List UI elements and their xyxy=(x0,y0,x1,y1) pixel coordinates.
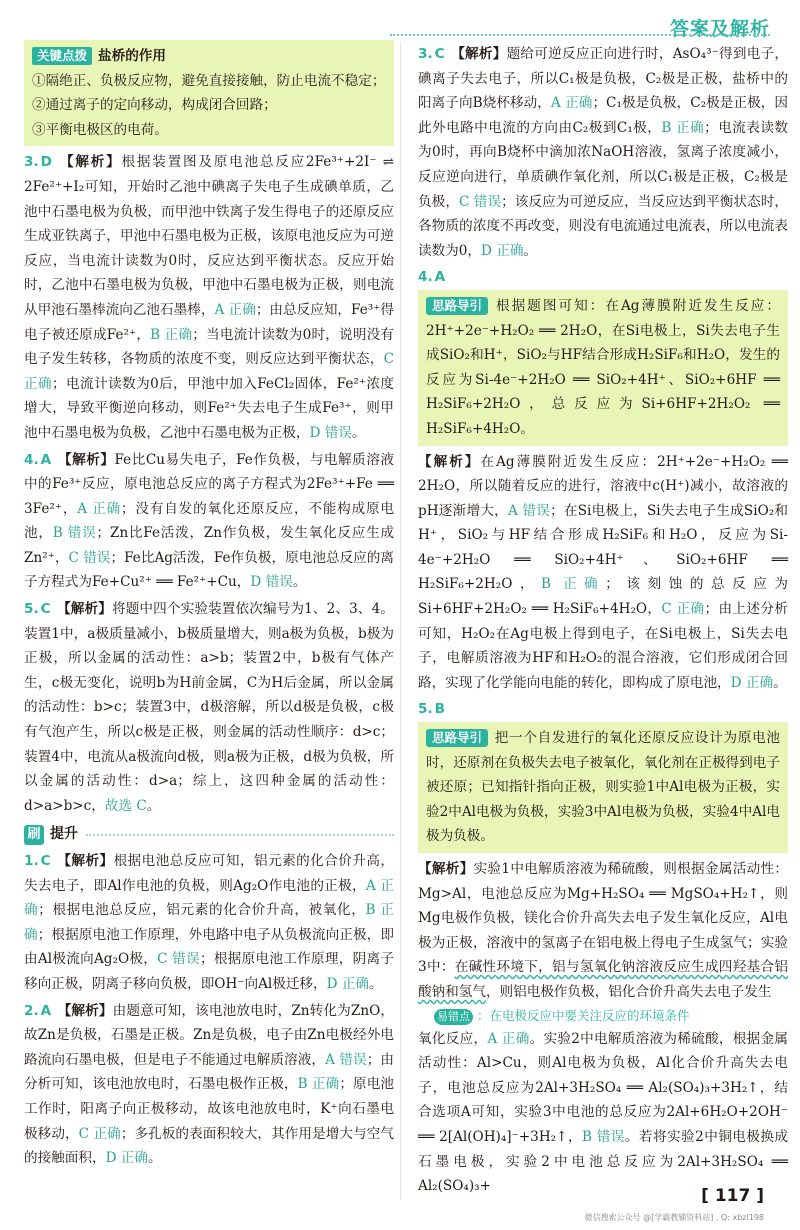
thinking-guide-text: 根据题图可知：在Ag薄膜附近发生反应：2H⁺+2e⁻+H₂O₂ ══ 2H₂O，在Si电极上，Si失去电子生成SiO₂和H⁺，SiO₂与HF结合形成H₂SiF₆和H₂O，发生的反应为Si-4e⁻+2H₂O ══ SiO₂+4H⁺、SiO₂+6HF ══ H₂SiF₆+2H₂O，总反应为Si+6HF+2H₂O₂ ══ H₂SiF₆+4H₂O。 xyxy=(426,297,780,437)
option-verdict: C 正确 xyxy=(661,601,705,618)
analysis-text: ；根据电池总反应，铝元素的化合价升高，被氧化， xyxy=(38,902,366,919)
analysis-text: ；由分析可知，该电池放电时，石墨电极作正极， xyxy=(24,1051,395,1093)
question-number: 1. xyxy=(24,853,39,869)
analysis-label: 【解析】 xyxy=(60,154,122,171)
analysis-text: ，则铝电极作负极，铝化合价升高失去电子发生 xyxy=(485,983,772,1000)
analysis-text: ；由总反应知，Fe³⁺得电子被还原成Fe²⁺， xyxy=(24,301,394,343)
question-number: 3. xyxy=(418,46,433,62)
left-column xyxy=(24,40,394,1171)
option-verdict: B 正确 xyxy=(150,326,193,343)
answer-item-5 xyxy=(24,597,394,818)
analysis-text: ；电流计读数为0后，甲池中加入FeCl₂固体，Fe²⁺浓度增大，导致平衡逆向移动，则Fe²⁺失去电子生成Fe³⁺，则甲池中石墨电极为负极，乙池中石墨电极为正极， xyxy=(24,375,395,441)
option-verdict: A 正确 xyxy=(214,301,256,318)
analysis-text: ；根据原电池工作原理，阴离子移向正极，阴离子移向负极，即OH⁻向Al极迁移， xyxy=(24,951,394,992)
option-verdict: C 错误 xyxy=(157,951,200,968)
analysis-text: 将题中四个实验装置依次编号为1、2、3、4。装置1中，a极质量减小，b极质量增大，则a极为负极，b极为正极，所以金属的活动性：a>b；装置2中，b极有气体产生，c极无变化，说明b为H前金属，C为H后金属，所以金属的活动性：b>c；装置3中，d极溶解，所以d极是负极，c极有气泡产生，所以c极是正极，则金属的活动性顺序：d>c；装置4中，电流从a极流向d极，则a极为正极，d极为负极，所以金属的活动性：d>a；综上，这四种金属的活动性：d>a>b>c， xyxy=(24,601,395,814)
answer-letter: A xyxy=(40,1002,52,1019)
footer-watermark: 微信搜索公众号 @[学霸教辅资料站] , Q: xbzl198 xyxy=(584,1213,764,1222)
option-verdict: D 正确 xyxy=(326,975,370,992)
key-point-box xyxy=(24,40,394,146)
page-number: [ 117 ] xyxy=(701,1186,764,1206)
answer-letter: C xyxy=(434,46,445,62)
analysis-text: 在Ag薄膜附近发生反应：2H⁺+2e⁻+H₂O₂ ══ 2H₂O，所以随着反应的进行，溶液中c(H⁺)减小，故溶液的pH逐渐增大， xyxy=(418,453,788,519)
answer-letter: C xyxy=(40,853,51,869)
option-verdict: D 正确 xyxy=(481,242,524,259)
analysis-text: ；根据原电池工作原理，外电路中电子从负极流向正极，即由Al极流向Ag₂O极， xyxy=(24,926,395,968)
analysis-text: ；由上述分析可知，H₂O₂在Ag电极上得到电子，在Si电极上，Si失去电子，电解质溶液为HF和H₂O₂的混合溶液，它们形成闭合回路，实现了化学能向电能的转化，即构成了原电池， xyxy=(418,601,788,691)
option-verdict: A 错误 xyxy=(325,1051,367,1068)
option-verdict: D 错误 xyxy=(309,424,352,441)
analysis-label: 【解析】 xyxy=(57,1002,113,1019)
answer-letter: B xyxy=(434,701,445,718)
answer-letter: A xyxy=(40,451,52,468)
question-number: 4. xyxy=(418,269,433,286)
option-verdict: C 错误 xyxy=(459,193,502,210)
option-verdict: A 正确 xyxy=(77,500,122,517)
key-point-line: ③平衡电极区的电荷。 xyxy=(32,121,168,138)
brush-icon: 刷 xyxy=(24,825,44,845)
option-verdict: A 正确 xyxy=(550,95,593,112)
improve-item-4-header xyxy=(418,265,788,290)
option-verdict: B 错误 xyxy=(582,1128,625,1145)
analysis-text: ；当电流计读数为0时，说明没有电子发生转移，各物质的浓度不变，则反应达到平衡状态， xyxy=(24,326,395,368)
analysis-text: 氧化反应， xyxy=(418,1030,488,1047)
improve-item-1 xyxy=(24,849,394,997)
option-verdict: B 正确 xyxy=(541,576,606,593)
analysis-text: ；在Si电极上，Si失去电子生成SiO₂和H⁺，SiO₂与HF结合形成H₂SiF₆和H₂O，反应为Si-4e⁻+2H₂O ══ SiO₂+4H⁺、SiO₂+6HF ══ H₂SiF₆+2H₂O， xyxy=(418,502,789,593)
improve-item-5-header xyxy=(418,697,788,722)
analysis-text: 。 xyxy=(146,797,161,814)
option-verdict: B 正确 xyxy=(297,1076,340,1093)
page-header-title: 答案及解析 xyxy=(669,18,770,40)
analysis-text: 由题意可知，该电池放电时，Zn转化为ZnO，故Zn是负极，石墨是正极。Zn是负极，电子由Zn电极经外电路流向石墨电极，但是电子不能通过电解质溶液， xyxy=(24,1002,395,1068)
analysis-text: ；没有自发的氧化还原反应，不能构成原电池， xyxy=(24,500,394,542)
key-point-line: ①隔绝正、负极反应物，避免直接接触，防止电流不稳定； xyxy=(32,72,386,89)
analysis-text: ；Zn比Fe活泼，Zn作负极，发生氧化反应生成Zn²⁺， xyxy=(24,525,395,566)
answer-letter: D xyxy=(40,154,52,171)
question-number: 2. xyxy=(24,1002,39,1019)
option-verdict: C 错误 xyxy=(68,549,111,566)
column-divider xyxy=(400,42,401,1200)
analysis-text: 。若将实验2中铜电极换成石墨电极，实验2中电池总反应为2Al+3H₂SO₄ ══ Al₂(SO₄)₃+ xyxy=(418,1128,788,1195)
question-number: 3. xyxy=(24,154,39,171)
highlighted-phrase: 在碱性环境下，铝与氢氧化钠溶液反应生成四羟基合铝酸钠和氢气 xyxy=(418,959,788,1000)
option-verdict: A 错误 xyxy=(508,502,551,519)
improve-item-4-analysis xyxy=(418,450,788,696)
analysis-text: 题给可逆反应正向进行时，AsO₄³⁻得到电子，碘离子失去电子，所以C₁极是负极，C₂极是正极，盐桥中的阳离子向B烧杯移动， xyxy=(418,46,788,112)
analysis-text: 。实验2中电解质溶液为稀硫酸，根据金属活动性：Al>Cu，则Al电极为负极，Al化合价升高失去电子，电池总反应为2Al+3H₂SO₄ ══ Al₂(SO₄)₃+3H₂↑，结合选项A可知，实验3中电池的总反应为2Al+6H₂O+2OH⁻ ══ 2[Al(OH)₄]⁻+3H₂↑， xyxy=(418,1030,789,1145)
option-verdict: D 正确 xyxy=(105,1150,148,1167)
thinking-guide-box xyxy=(418,290,788,446)
key-point-tag: 关键点拨 xyxy=(32,47,92,65)
analysis-text: ；电流表读数为0时，再向B烧杯中滴加浓NaOH溶液，氢离子浓度减小，反应逆向进行，单质碘作氧化剂，所以C₁极是正极，C₂极是负极， xyxy=(418,119,788,210)
option-verdict: C 正确 xyxy=(78,1125,121,1142)
analysis-text: ；原电池工作时，阳离子向正极移动，故该电池放电时，K⁺向石墨电极移动， xyxy=(24,1076,395,1142)
analysis-text: 。 xyxy=(351,424,366,441)
header-rule xyxy=(390,34,770,36)
key-point-title: 盐桥的作用 xyxy=(98,48,166,64)
answer-item-3 xyxy=(24,150,394,445)
analysis-text: ；该反应为可逆反应，当反应达到平衡状态时，各物质的浓度不再改变，则没有电流通过电流表，所以电流表读数为0， xyxy=(418,193,788,259)
analysis-text: 。 xyxy=(773,674,787,691)
analysis-label: 【解析】 xyxy=(57,853,114,869)
improve-item-5-analysis-cont xyxy=(418,1027,788,1199)
section-title: 提升 xyxy=(50,826,78,843)
thinking-guide-text: 把一个自发进行的氧化还原反应设计为原电池时，还原剂在负极失去电子被氧化，氧化剂在正极得到电子被还原；已知指针指向正极，则实验1中Al电极为正极，实验2中Al电极为负极，实验3中Al电极为负极，实验4中Al电极为负极。 xyxy=(426,730,780,845)
option-verdict: B 正确 xyxy=(661,119,705,136)
question-number: 4. xyxy=(24,451,39,468)
right-column xyxy=(418,40,788,1199)
analysis-label: 【解析】 xyxy=(451,46,507,62)
analysis-label: 【解析】 xyxy=(58,451,115,468)
error-prone-text: ：在电极反应中要关注反应的环境条件 xyxy=(477,1007,690,1023)
analysis-text: ；多孔板的表面积较大，其作用是增大与空气的接触面积， xyxy=(24,1125,394,1167)
error-prone-icon: 易错点 xyxy=(434,1009,473,1025)
key-point-line: ②通过离子的定向移动，构成闭合回路； xyxy=(32,97,277,114)
analysis-text: Fe比Cu易失电子，Fe作负极，与电解质溶液中的Fe³⁺反应，原电池总反应的离子方程式为2Fe³⁺+Fe ══ 3Fe²⁺， xyxy=(24,451,394,517)
analysis-text: 实验1中电解质溶液为稀硫酸，则根据金属活动性：Mg>Al，电池总反应为Mg+H₂SO₄ ══ MgSO₄+H₂↑，则Mg电极作负极，镁化合价升高失去电子发生氧化反应，Al电极为正极，溶液中的氢离子在铝电极上得电子生成氢气；实验3中： xyxy=(418,861,788,976)
option-verdict: 故选 C xyxy=(104,797,147,814)
question-number: 5. xyxy=(418,701,433,718)
analysis-label: 【解析】 xyxy=(418,861,474,877)
option-verdict: C 正确 xyxy=(24,351,394,392)
analysis-text: ；该刻蚀的总反应为Si+6HF+2H₂O₂ ══ H₂SiF₆+4H₂O， xyxy=(418,576,789,618)
answer-letter: A xyxy=(434,269,446,286)
improve-item-5-analysis xyxy=(418,857,788,1005)
answer-item-4 xyxy=(24,448,394,596)
answer-letter: C xyxy=(40,601,51,618)
section-rule xyxy=(86,834,394,836)
section-header-improve xyxy=(24,822,394,847)
option-verdict: A 正确 xyxy=(487,1030,530,1047)
analysis-label: 【解析】 xyxy=(418,453,481,470)
analysis-text: 根据电池总反应可知，铝元素的化合价升高，失去电子，即Al作电池的负极，则Ag₂O作电池的正极， xyxy=(24,853,395,894)
question-number: 5. xyxy=(24,601,39,618)
error-prone-note xyxy=(418,1005,788,1027)
option-verdict: D 正确 xyxy=(730,674,774,691)
analysis-text: 。 xyxy=(369,975,383,992)
improve-item-3 xyxy=(418,42,788,263)
option-verdict: D 错误 xyxy=(250,574,293,591)
analysis-text: 。 xyxy=(292,574,307,591)
option-verdict: B 错误 xyxy=(52,525,97,542)
analysis-text: 。 xyxy=(523,242,538,259)
thinking-guide-box xyxy=(418,722,788,853)
analysis-text: ；Fe比Ag活泼，Fe作负极，原电池总反应的离子方程式为Fe+Cu²⁺ ══ Fe²⁺+Cu， xyxy=(24,549,395,591)
improve-item-2 xyxy=(24,999,394,1171)
option-verdict: B 正确 xyxy=(24,902,395,943)
analysis-text: 根据装置图及原电池总反应2Fe³⁺+2I⁻ ⇌ 2Fe²⁺+I₂可知，开始时乙池中碘离子失电子生成碘单质，乙池中石墨电极为负极，而甲池中铁离子发生得电子的还原反应生成亚铁离子，甲池中石墨电极为正极，该原电池反应为可逆反应，当电流计读数为0时，反应达到平衡状态。反应开始时，乙池中石墨电极为负极，甲池中石墨电极为正极，则电流从甲池石墨棒流向乙池石墨棒， xyxy=(24,154,395,318)
thinking-guide-tag: 思路导引 xyxy=(426,729,488,747)
analysis-text: ；C₁极是负极，C₂极是正极，因此外电路中电流的方向由C₂极到C₁极， xyxy=(418,95,788,136)
analysis-label: 【解析】 xyxy=(57,601,112,618)
thinking-guide-tag: 思路导引 xyxy=(426,297,488,315)
option-verdict: A 正确 xyxy=(24,877,394,919)
analysis-text: 。 xyxy=(147,1150,162,1167)
